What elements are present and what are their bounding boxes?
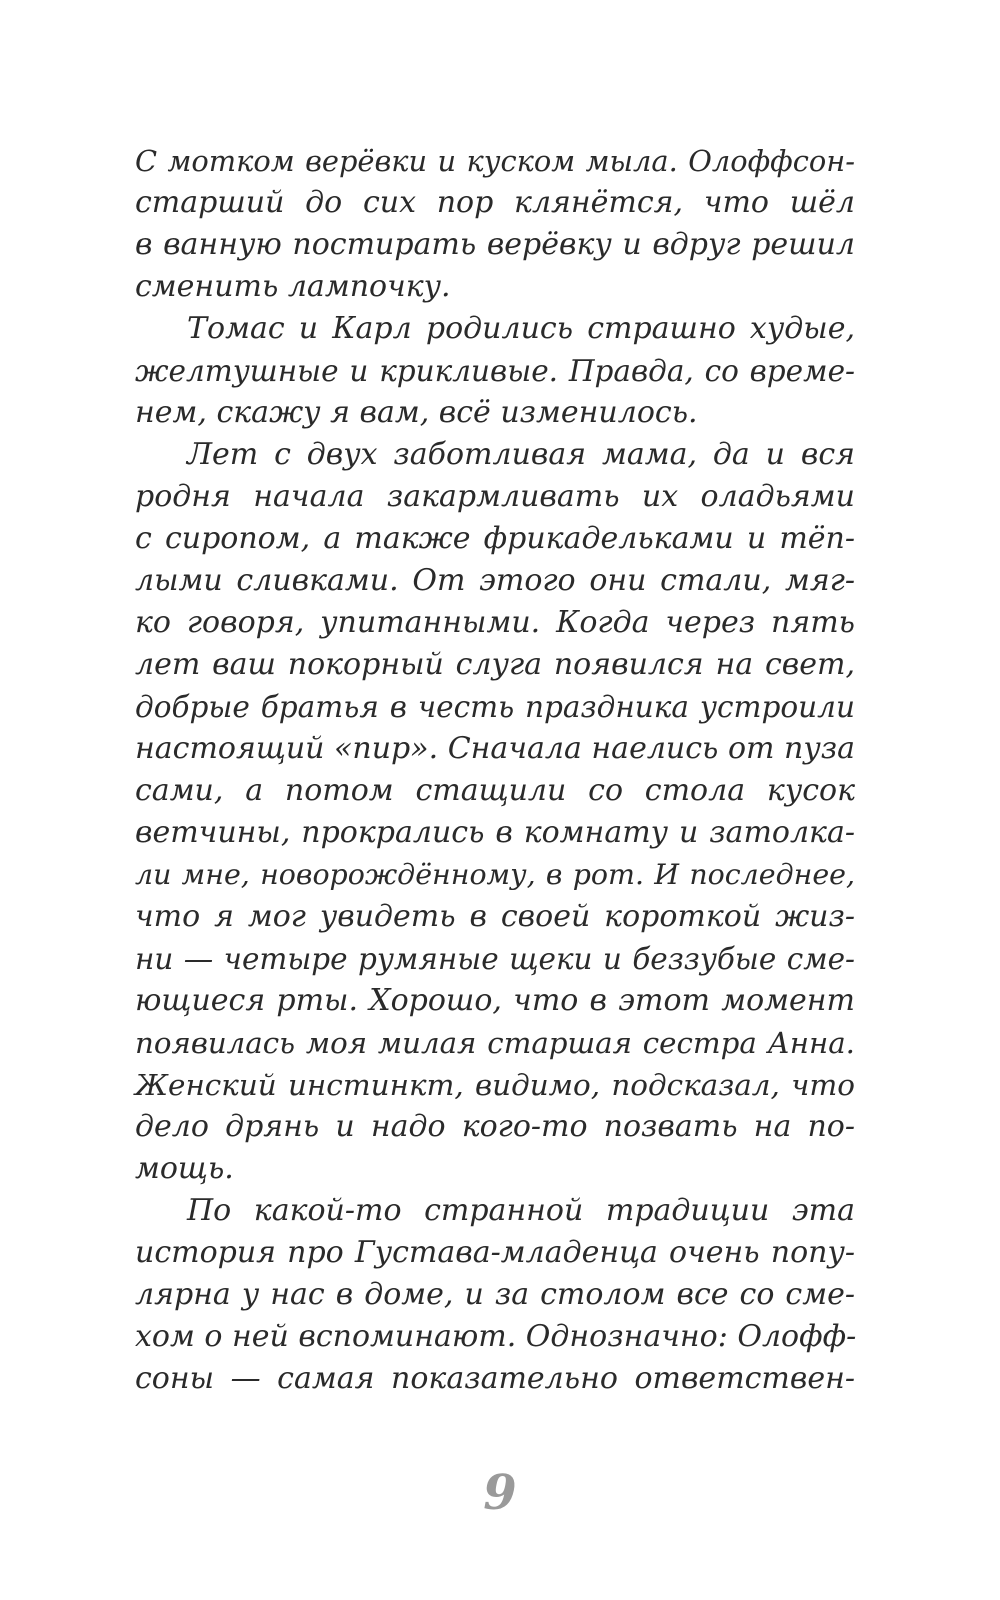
paragraph-1 [135,140,855,308]
text-line: ко говоря, упитанными. Когда через пять [135,605,855,640]
text-line: с сиропом, а также фрикадельками и тёп- [135,521,855,556]
text-line: ющиеся рты. Хорошо, что в этот момент [135,983,855,1018]
text-line: родня начала закармливать их оладьями [135,479,855,514]
text-line: нем, скажу я вам, всё изменилось. [135,395,698,430]
text-line: С мотком верёвки и куском мыла. Олоффсон- [135,144,855,178]
text-line: лыми сливками. От этого они стали, мяг- [135,563,855,598]
text-line: хом о ней вспоминают. Однозначно: Олофф- [135,1319,857,1354]
text-line: что я мог увидеть в своей короткой жиз- [135,899,855,934]
text-line: соны — самая показательно ответствен- [135,1361,855,1396]
text-line: лярна у нас в доме, и за столом все со сме- [135,1277,855,1312]
text-line: настоящий «пир». Сначала наелись от пуза [135,731,855,766]
text-line: сменить лампочку. [135,269,451,304]
text-line: Женский инстинкт, видимо, подсказал, что [135,1068,855,1102]
text-line: По какой-то странной традиции эта [187,1193,855,1228]
text-line: Лет с двух заботливая мама, да и вся [187,437,855,472]
text-line: история про Густава-младенца очень попу- [135,1235,855,1270]
text-line: появилась моя милая старшая сестра Анна. [135,1026,855,1060]
text-line: мощь. [135,1151,234,1186]
text-line: сами, а потом стащили со стола кусок [135,773,855,808]
text-line: желтушные и крикливые. Правда, со време- [135,354,855,388]
paragraph-2 [135,308,855,434]
text-line: ветчины, прокрались в комнату и затолка- [135,815,855,850]
text-line: старший до сих пор клянётся, что шёл [135,185,855,220]
body-text [135,140,855,1400]
page-number: 9 [483,1465,517,1521]
text-line: ни — четыре румяные щеки и беззубые сме- [135,942,855,976]
text-line: в ванную постирать верёвку и вдруг решил [135,227,855,262]
paragraph-4 [135,1190,855,1400]
text-line: лет ваш покорный слуга появился на свет, [135,647,855,682]
paragraph-3 [135,434,855,1190]
text-line: дело дрянь и надо кого-то позвать на по- [135,1109,855,1144]
text-line: ли мне, новорождённому, в рот. И последнее, [135,858,855,891]
text-line: добрые братья в честь праздника устроили [135,690,855,724]
text-line: Томас и Карл родились страшно худые, [187,311,855,346]
